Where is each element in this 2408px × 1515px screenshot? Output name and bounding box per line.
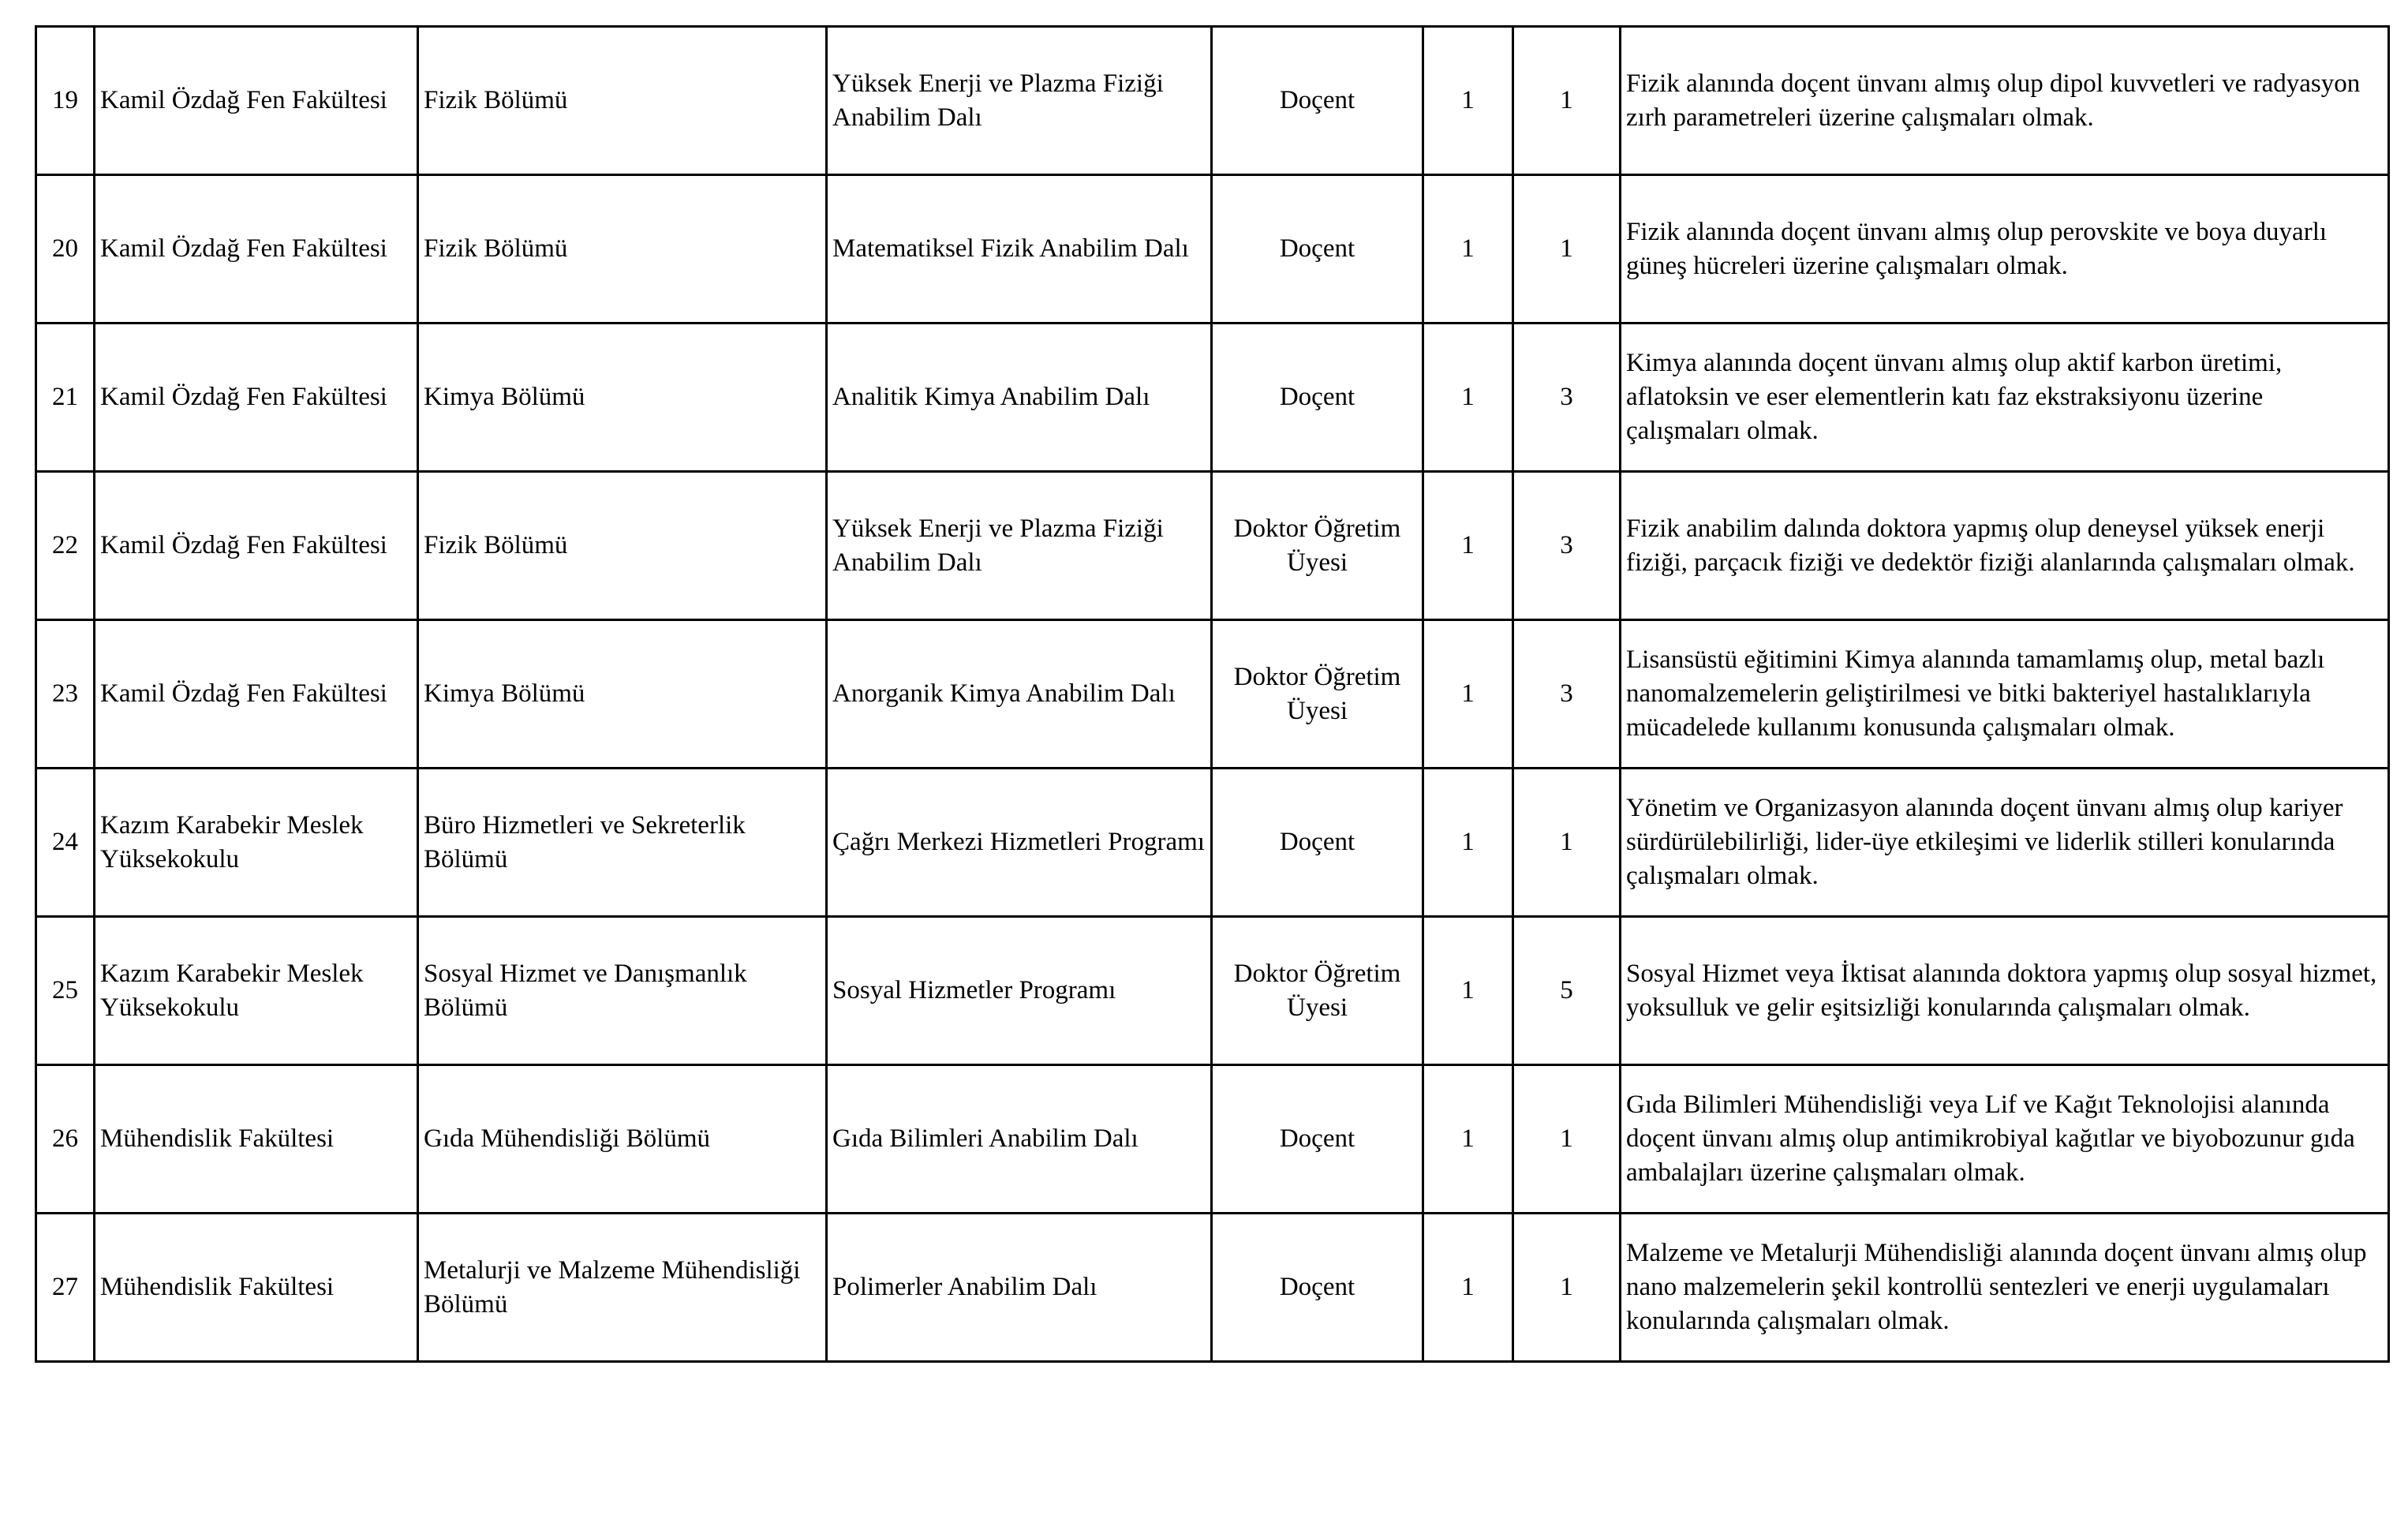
conditions-cell: Malzeme ve Metalurji Mühendisliği alanında doçent ünvanı almış olup nano malzemelerin şekil kontrollü sentezleri ve enerji uygulamaları konularında çalışmaları olmak.	[1621, 1214, 2389, 1362]
department-cell: Kimya Bölümü	[418, 324, 827, 472]
division-cell: Analitik Kimya Anabilim Dalı	[827, 324, 1212, 472]
conditions-cell: Fizik anabilim dalında doktora yapmış olup deneysel yüksek enerji fiziği, parçacık fiziği ve dedektör fiziği alanlarında çalışmaları olmak.	[1621, 472, 2389, 620]
department-cell: Büro Hizmetleri ve Sekreterlik Bölümü	[418, 769, 827, 917]
title-cell: Doçent	[1212, 769, 1423, 917]
staff-count-cell: 1	[1423, 472, 1513, 620]
row-number-cell: 27	[36, 1214, 95, 1362]
division-cell: Sosyal Hizmetler Programı	[827, 917, 1212, 1065]
row-number-cell: 21	[36, 324, 95, 472]
division-cell: Polimerler Anabilim Dalı	[827, 1214, 1212, 1362]
division-cell: Matematiksel Fizik Anabilim Dalı	[827, 175, 1212, 324]
department-cell: Metalurji ve Malzeme Mühendisliği Bölümü	[418, 1214, 827, 1362]
conditions-cell: Lisansüstü eğitimini Kimya alanında tamamlamış olup, metal bazlı nanomalzemelerin geliştirilmesi ve bitki bakteriyel hastalıklarıyla mücadelede kullanımı konusunda çalışmaları olmak.	[1621, 620, 2389, 769]
department-cell: Fizik Bölümü	[418, 27, 827, 175]
table-row	[36, 472, 2389, 620]
division-cell: Yüksek Enerji ve Plazma Fiziği Anabilim Dalı	[827, 27, 1212, 175]
degree-cell: 1	[1513, 175, 1621, 324]
staff-count-cell: 1	[1423, 769, 1513, 917]
department-cell: Gıda Mühendisliği Bölümü	[418, 1065, 827, 1214]
unit-cell: Kamil Özdağ Fen Fakültesi	[95, 324, 418, 472]
degree-cell: 3	[1513, 472, 1621, 620]
degree-cell: 3	[1513, 620, 1621, 769]
title-cell: Doktor Öğretim Üyesi	[1212, 472, 1423, 620]
conditions-cell: Kimya alanında doçent ünvanı almış olup aktif karbon üretimi, aflatoksin ve eser elementlerin katı faz ekstraksiyonu üzerine çalışmaları olmak.	[1621, 324, 2389, 472]
staff-count-cell: 1	[1423, 27, 1513, 175]
positions-table-body	[36, 27, 2389, 1362]
division-cell: Anorganik Kimya Anabilim Dalı	[827, 620, 1212, 769]
row-number-cell: 26	[36, 1065, 95, 1214]
staff-count-cell: 1	[1423, 324, 1513, 472]
staff-count-cell: 1	[1423, 620, 1513, 769]
unit-cell: Kazım Karabekir Meslek Yüksekokulu	[95, 917, 418, 1065]
table-row	[36, 620, 2389, 769]
staff-count-cell: 1	[1423, 175, 1513, 324]
table-row	[36, 324, 2389, 472]
staff-count-cell: 1	[1423, 1214, 1513, 1362]
unit-cell: Kamil Özdağ Fen Fakültesi	[95, 175, 418, 324]
conditions-cell: Sosyal Hizmet veya İktisat alanında doktora yapmış olup sosyal hizmet, yoksulluk ve gelir eşitsizliği konularında çalışmaları olmak.	[1621, 917, 2389, 1065]
conditions-cell: Gıda Bilimleri Mühendisliği veya Lif ve Kağıt Teknolojisi alanında doçent ünvanı almış olup antimikrobiyal kağıtlar ve biyobozunur gıda ambalajları üzerine çalışmaları olmak.	[1621, 1065, 2389, 1214]
row-number-cell: 25	[36, 917, 95, 1065]
row-number-cell: 19	[36, 27, 95, 175]
row-number-cell: 22	[36, 472, 95, 620]
row-number-cell: 24	[36, 769, 95, 917]
title-cell: Doçent	[1212, 1065, 1423, 1214]
row-number-cell: 20	[36, 175, 95, 324]
table-row	[36, 1214, 2389, 1362]
unit-cell: Mühendislik Fakültesi	[95, 1214, 418, 1362]
department-cell: Fizik Bölümü	[418, 472, 827, 620]
unit-cell: Kamil Özdağ Fen Fakültesi	[95, 27, 418, 175]
division-cell: Yüksek Enerji ve Plazma Fiziği Anabilim Dalı	[827, 472, 1212, 620]
conditions-cell: Fizik alanında doçent ünvanı almış olup dipol kuvvetleri ve radyasyon zırh parametreleri üzerine çalışmaları olmak.	[1621, 27, 2389, 175]
table-row	[36, 27, 2389, 175]
title-cell: Doçent	[1212, 1214, 1423, 1362]
degree-cell: 1	[1513, 1214, 1621, 1362]
document-page	[35, 25, 2387, 1363]
conditions-cell: Fizik alanında doçent ünvanı almış olup perovskite ve boya duyarlı güneş hücreleri üzerine çalışmaları olmak.	[1621, 175, 2389, 324]
table-row	[36, 175, 2389, 324]
unit-cell: Kamil Özdağ Fen Fakültesi	[95, 620, 418, 769]
title-cell: Doçent	[1212, 27, 1423, 175]
degree-cell: 5	[1513, 917, 1621, 1065]
department-cell: Fizik Bölümü	[418, 175, 827, 324]
degree-cell: 3	[1513, 324, 1621, 472]
conditions-cell: Yönetim ve Organizasyon alanında doçent ünvanı almış olup kariyer sürdürülebilirliği, lider-üye etkileşimi ve liderlik stilleri konularında çalışmaları olmak.	[1621, 769, 2389, 917]
division-cell: Çağrı Merkezi Hizmetleri Programı	[827, 769, 1212, 917]
positions-table	[35, 25, 2390, 1363]
title-cell: Doçent	[1212, 324, 1423, 472]
table-row	[36, 917, 2389, 1065]
department-cell: Sosyal Hizmet ve Danışmanlık Bölümü	[418, 917, 827, 1065]
table-row	[36, 769, 2389, 917]
degree-cell: 1	[1513, 1065, 1621, 1214]
title-cell: Doktor Öğretim Üyesi	[1212, 620, 1423, 769]
unit-cell: Kamil Özdağ Fen Fakültesi	[95, 472, 418, 620]
title-cell: Doçent	[1212, 175, 1423, 324]
department-cell: Kimya Bölümü	[418, 620, 827, 769]
unit-cell: Kazım Karabekir Meslek Yüksekokulu	[95, 769, 418, 917]
table-row	[36, 1065, 2389, 1214]
staff-count-cell: 1	[1423, 917, 1513, 1065]
row-number-cell: 23	[36, 620, 95, 769]
division-cell: Gıda Bilimleri Anabilim Dalı	[827, 1065, 1212, 1214]
degree-cell: 1	[1513, 27, 1621, 175]
staff-count-cell: 1	[1423, 1065, 1513, 1214]
title-cell: Doktor Öğretim Üyesi	[1212, 917, 1423, 1065]
degree-cell: 1	[1513, 769, 1621, 917]
unit-cell: Mühendislik Fakültesi	[95, 1065, 418, 1214]
